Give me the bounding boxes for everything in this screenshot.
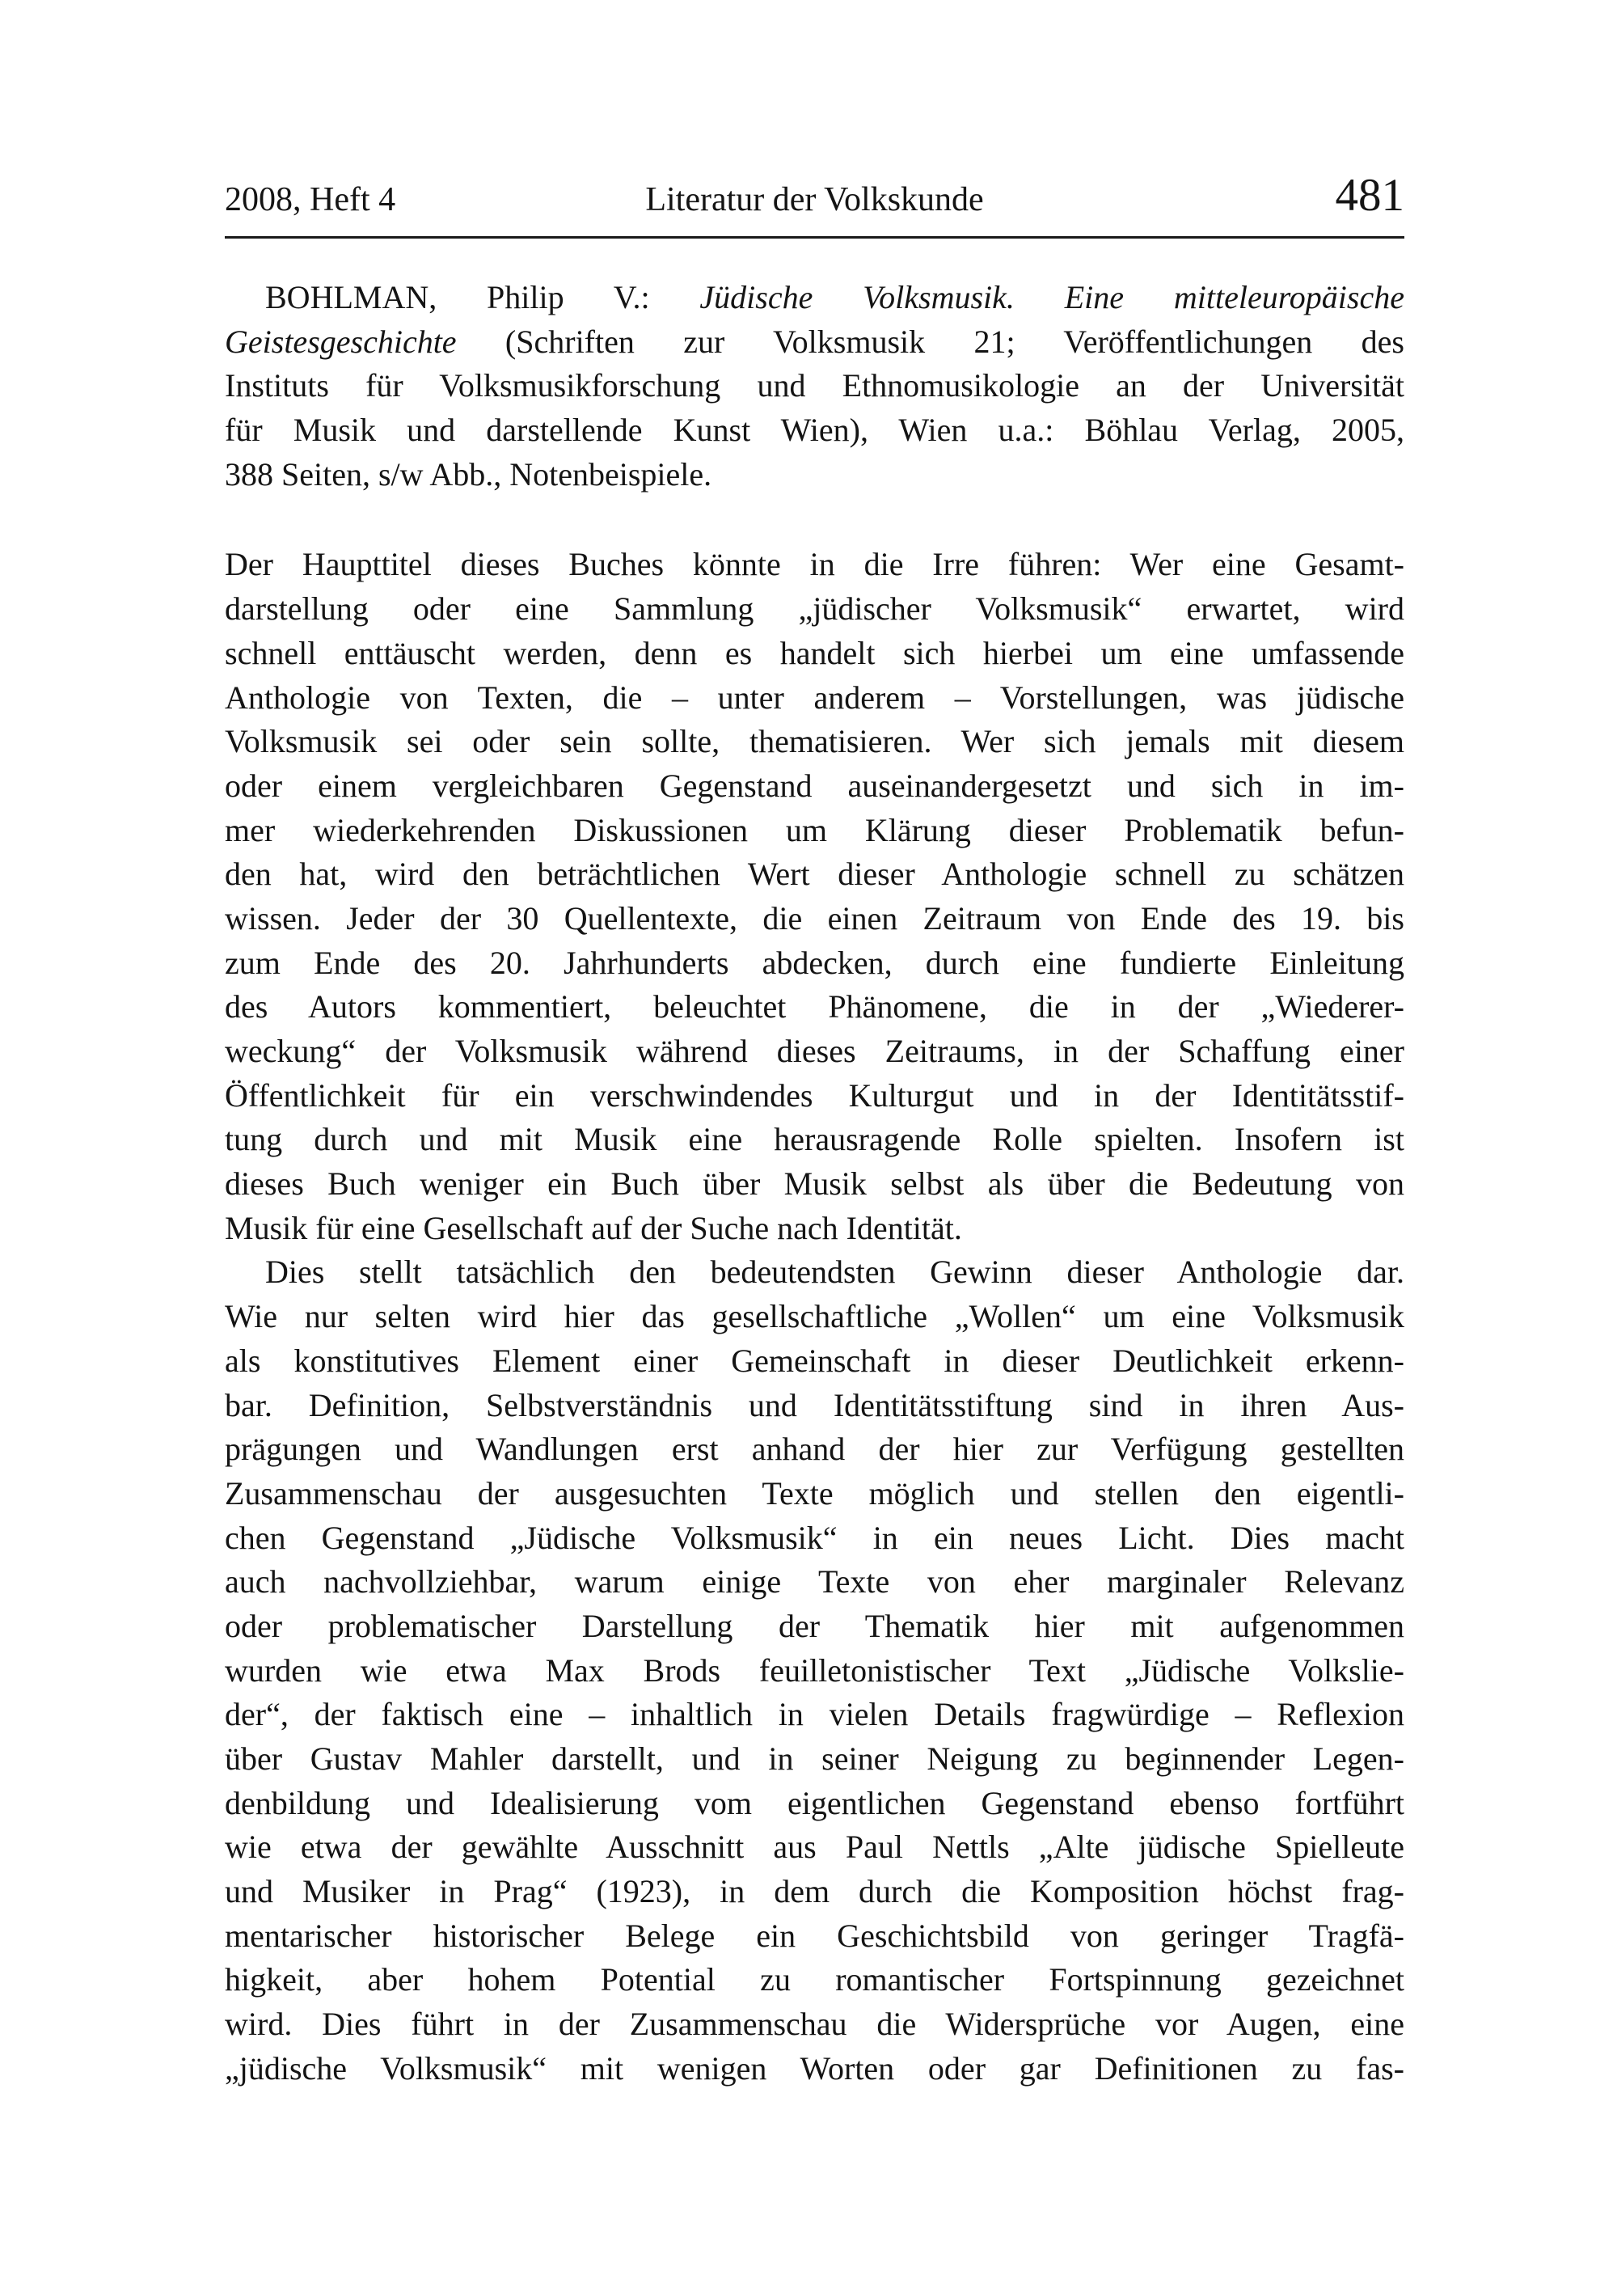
text-line	[225, 1870, 1404, 1914]
text-line	[225, 1825, 1404, 1870]
text-line	[225, 1384, 1404, 1428]
text-line	[225, 1339, 1404, 1384]
text-segment: oder problematischer Darstellung der Thematik hier mit aufgenommen	[225, 1607, 1404, 1644]
text-line	[225, 1074, 1404, 1118]
text-line	[225, 985, 1404, 1030]
text-segment: darstellung oder eine Sammlung „jüdischer Volksmusik“ erwartet, wird	[225, 590, 1404, 628]
text-line	[225, 632, 1404, 676]
text-segment: wird. Dies führt in der Zusammenschau die Widersprüche vor Augen, eine	[225, 2006, 1404, 2043]
text-line	[225, 809, 1404, 853]
text-segment: zum Ende des 20. Jahrhunderts abdecken, durch eine fundierte Einleitung	[225, 944, 1404, 981]
text-segment: prägungen und Wandlungen erst anhand der hier zur Verfügung gestellten	[225, 1431, 1404, 1468]
text-line	[225, 2047, 1404, 2091]
text-segment: den hat, wird den beträchtlichen Wert dieser Anthologie schnell zu schätzen	[225, 856, 1404, 893]
header-issue: 2008, Heft 4	[225, 181, 396, 218]
text-line	[225, 1207, 1404, 1251]
text-segment: oder einem vergleichbaren Gegenstand auseinandergesetzt und sich in im-	[225, 767, 1404, 804]
text-line	[225, 676, 1404, 721]
text-line	[225, 1605, 1404, 1649]
text-segment: des Autors kommentiert, beleuchtet Phänomene, die in der „Wiederer-	[225, 988, 1404, 1025]
header-journal-title: Literatur der Volkskunde	[645, 181, 984, 218]
text-line	[225, 897, 1404, 941]
text-line	[225, 587, 1404, 632]
text-segment: 388 Seiten, s/w Abb., Notenbeispiele.	[225, 455, 712, 493]
text-segment: mer wiederkehrenden Diskussionen um Klärung dieser Problematik befun-	[225, 811, 1404, 848]
text-segment: Wie nur selten wird hier das gesellschaftliche „Wollen“ um eine Volksmusik	[225, 1298, 1404, 1335]
text-segment: BOHLMAN, Philip V.:	[265, 279, 700, 315]
text-segment: über Gustav Mahler darstellt, und in seiner Neigung zu beginnender Legen-	[225, 1740, 1404, 1777]
text-line	[225, 453, 1404, 497]
text-line	[225, 1560, 1404, 1605]
text-line	[225, 1030, 1404, 1074]
text-line	[225, 364, 1404, 408]
text-line	[225, 320, 1404, 365]
text-segment: chen Gegenstand „Jüdische Volksmusik“ in ein neues Licht. Dies macht	[225, 1519, 1404, 1556]
text-segment: Der Haupttitel dieses Buches könnte in die Irre führen: Wer eine Gesamt-	[225, 546, 1404, 583]
text-segment: wurden wie etwa Max Brods feuilletonistischer Text „Jüdische Volkslie-	[225, 1651, 1404, 1689]
review-paragraph-1	[225, 543, 1404, 1250]
text-segment: Anthologie von Texten, die – unter anderem – Vorstellungen, was jüdische	[225, 679, 1404, 716]
text-segment: Zusammenschau der ausgesuchten Texte möglich und stellen den eigentli-	[225, 1474, 1404, 1512]
text-segment: tung durch und mit Musik eine herausragende Rolle spielten. Insofern ist	[225, 1121, 1404, 1158]
text-segment: denbildung und Idealisierung vom eigentlichen Gegenstand ebenso fortführt	[225, 1784, 1404, 1821]
text-segment: higkeit, aber hohem Potential zu romantischer Fortspinnung gezeichnet	[225, 1961, 1404, 1998]
text-line	[225, 1516, 1404, 1561]
text-segment: auch nachvollziehbar, warum einige Texte von eher marginaler Relevanz	[225, 1563, 1404, 1600]
page-header	[225, 170, 1405, 221]
text-segment: Instituts für Volksmusikforschung und Ethnomusikologie an der Universität	[225, 367, 1404, 404]
text-line	[225, 1782, 1404, 1826]
text-line	[225, 1295, 1404, 1339]
text-segment: bar. Definition, Selbstverständnis und Identitätsstiftung sind in ihren Aus-	[225, 1386, 1404, 1423]
italic-text-segment: Geistesgeschichte	[225, 323, 457, 360]
text-segment: dieses Buch weniger ein Buch über Musik selbst als über die Bedeutung von	[225, 1165, 1404, 1203]
header-page-number: 481	[1335, 170, 1405, 221]
text-line	[225, 1118, 1404, 1162]
text-segment: „jüdische Volksmusik“ mit wenigen Worten oder gar Definitionen zu fas-	[225, 2049, 1404, 2087]
text-line	[225, 543, 1404, 587]
text-segment: schnell enttäuscht werden, denn es handelt sich hierbei um eine umfassende	[225, 634, 1404, 671]
text-segment: als konstitutives Element einer Gemeinschaft in dieser Deutlichkeit erkenn-	[225, 1342, 1404, 1379]
text-line	[225, 1472, 1404, 1516]
text-segment: weckung“ der Volksmusik während dieses Zeitraums, in der Schaffung einer	[225, 1033, 1404, 1069]
text-segment: Volksmusik sei oder sein sollte, thematisieren. Wer sich jemals mit diesem	[225, 723, 1404, 760]
text-line	[225, 276, 1404, 320]
text-line	[225, 1162, 1404, 1207]
text-segment: der“, der faktisch eine – inhaltlich in vielen Details fragwürdige – Reflexion	[225, 1696, 1404, 1733]
text-line	[225, 1693, 1404, 1737]
review-body	[225, 276, 1404, 2091]
italic-text-segment: Jüdische Volksmusik. Eine mitteleuropäische	[699, 279, 1404, 315]
text-line	[225, 1427, 1404, 1472]
text-segment: (Schriften zur Volksmusik 21; Veröffentlichungen des	[456, 323, 1404, 360]
text-segment: wie etwa der gewählte Ausschnitt aus Paul Nettls „Alte jüdische Spielleute	[225, 1829, 1404, 1866]
text-segment: Dies stellt tatsächlich den bedeutendsten Gewinn dieser Anthologie dar.	[265, 1254, 1404, 1291]
text-line	[225, 941, 1404, 986]
citation-paragraph	[225, 276, 1404, 497]
text-segment: mentarischer historischer Belege ein Geschichtsbild von geringer Tragfä-	[225, 1917, 1404, 1954]
text-segment: Öffentlichkeit für ein verschwindendes Kulturgut und in der Identitätsstif-	[225, 1076, 1404, 1114]
text-line	[225, 764, 1404, 809]
text-line	[225, 1737, 1404, 1782]
text-line	[225, 1649, 1404, 1693]
text-segment: für Musik und darstellende Kunst Wien), Wien u.a.: Böhlau Verlag, 2005,	[225, 412, 1404, 449]
text-segment: Musik für eine Gesellschaft auf der Suche nach Identität.	[225, 1209, 962, 1246]
text-line	[225, 852, 1404, 897]
text-line	[225, 720, 1404, 764]
review-paragraph-2	[225, 1250, 1404, 2091]
text-line	[225, 1914, 1404, 1959]
text-segment: und Musiker in Prag“ (1923), in dem durch die Komposition höchst frag-	[225, 1873, 1404, 1910]
text-line	[225, 1958, 1404, 2002]
text-segment: wissen. Jeder der 30 Quellentexte, die einen Zeitraum von Ende des 19. bis	[225, 899, 1404, 937]
text-line	[225, 2002, 1404, 2047]
header-rule	[225, 236, 1404, 239]
text-line	[225, 1250, 1404, 1295]
text-line	[225, 408, 1404, 453]
